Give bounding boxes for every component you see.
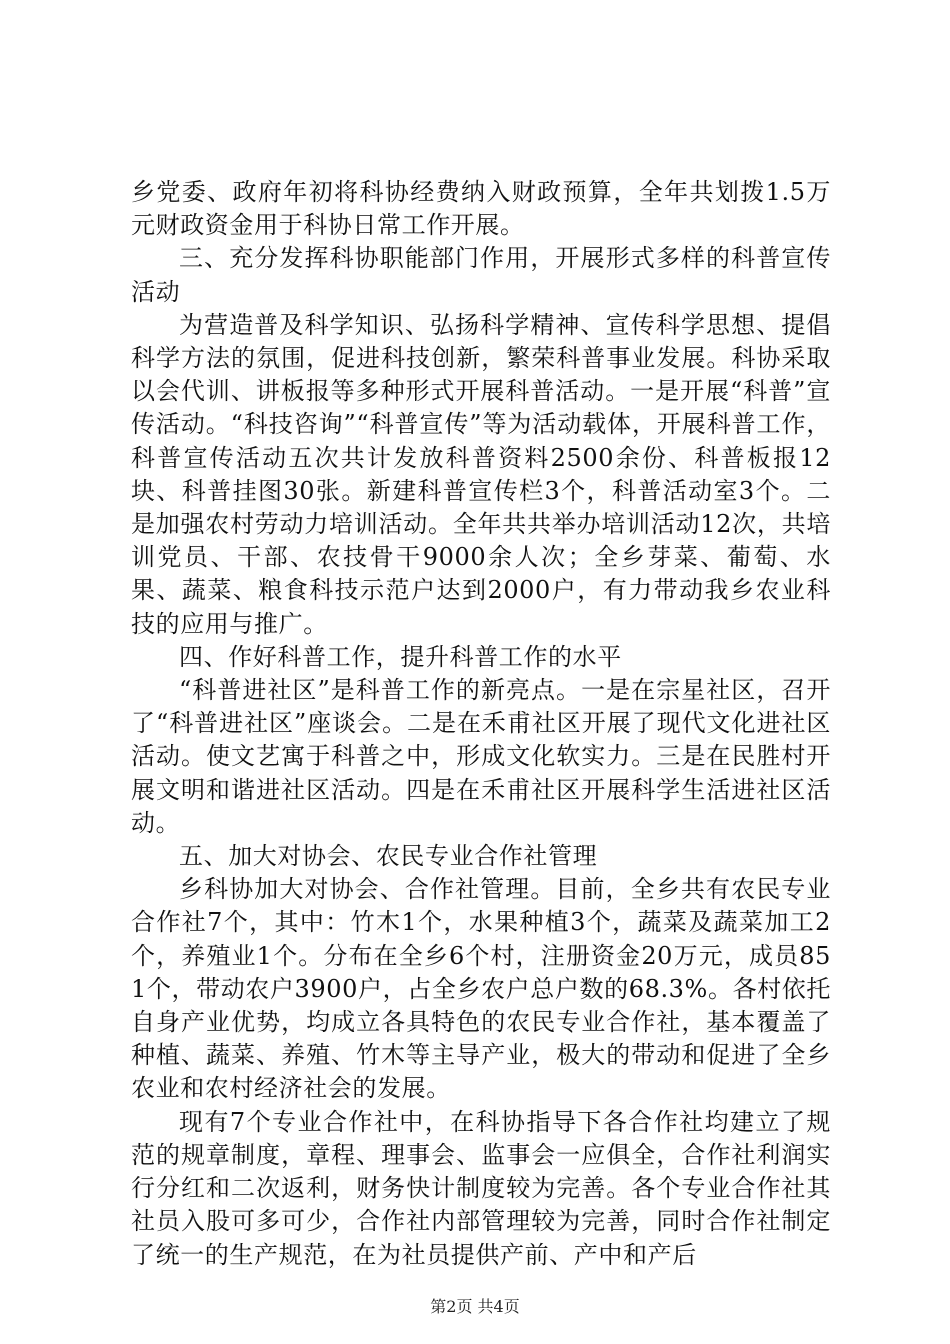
paragraph-publicity: 为营造普及科学知识、弘扬科学精神、宣传科学思想、提倡科学方法的氛围，促进科技创新，繁荣科普事业发展。科协采取以会代训、讲板报等多种形式开展科普活动。一是开展“科普”宣传活动。“科技咨询”“科普宣传”等为活动载体，开展科普工作，科普宣传活动五次共计发放科普资料2500余份、科普板报12块、科普挂图30张。新建科普宣传栏3个，科普活动室3个。二是加强农村劳动力培训活动。全年共共举办培训活动12次，共培训党员、干部、农技骨干9000余人次；全乡芽菜、葡萄、水果、蔬菜、粮食科技示范户达到2000户，有力带动我乡农业科技的应用与推广。 <box>131 310 831 638</box>
paragraph-cooperatives: 乡科协加大对协会、合作社管理。目前，全乡共有农民专业合作社7个，其中：竹木1个，水果种植3个，蔬菜及蔬菜加工2个，养殖业1个。分布在全乡6个村，注册资金20万元，成员851个，带动农户3900户，占全乡农户总户数的68.3%。各村依托自身产业优势，均成立各具特色的农民专业合作社，基本覆盖了种植、蔬菜、养殖、竹木等主导产业，极大的带动和促进了全乡农业和农村经济社会的发展。 <box>131 875 831 1103</box>
page-number-footer: 第2页 共4页 <box>430 1297 520 1316</box>
paragraph-community: “科普进社区”是科普工作的新亮点。一是在宗星社区，召开了“科普进社区”座谈会。二是在禾甫社区开展了现代文化进社区活动。使文艺寓于科普之中，形成文化软实力。三是在民胜村开展文明和谐进社区活动。四是在禾甫社区开展科学生活进社区活动。 <box>131 676 831 837</box>
paragraph-management: 现有7个专业合作社中，在科协指导下各合作社均建立了规范的规章制度，章程、理事会、监事会一应俱全，合作社利润实行分红和二次返利，财务快计制度较为完善。各个专业合作社其社员入股可多可少，合作社内部管理较为完善，同时合作社制定了统一的生产规范，在为社员提供产前、产中和产后 <box>131 1107 831 1269</box>
section-heading-5: 五、加大对协会、农民专业合作社管理 <box>179 842 598 871</box>
section-heading-3: 三、充分发挥科协职能部门作用，开展形式多样的科普宣传活动 <box>131 244 831 306</box>
section-heading-4: 四、作好科普工作，提升科普工作的水平 <box>179 642 622 671</box>
document-body <box>131 176 831 1272</box>
paragraph-continuation: 乡党委、政府年初将科协经费纳入财政预算，全年共划拨1.5万元财政资金用于科协日常工作开展。 <box>131 178 831 240</box>
